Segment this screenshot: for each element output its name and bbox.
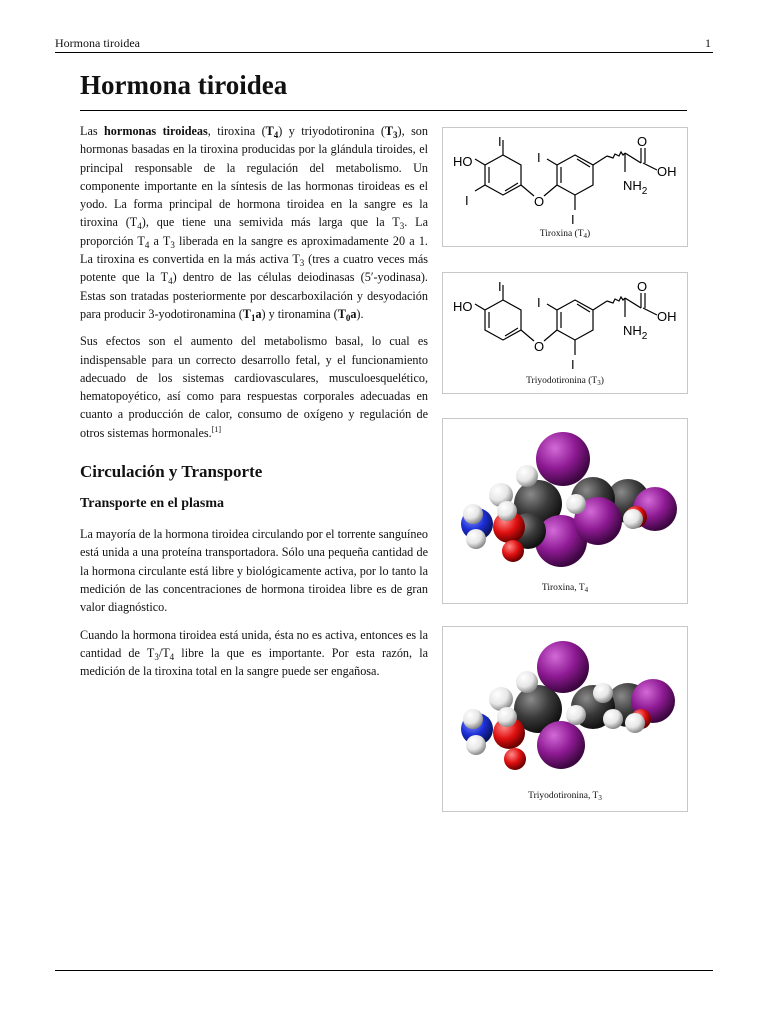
thyroxine-structural-formula — [443, 128, 687, 228]
article-body — [80, 122, 428, 689]
transport-paragraph: La mayoría de la hormona tiroidea circulando por el torrente sanguíneo está unida a una proteína transportadora. Sólo una pequeña cantidad de la hormona circulante está libre y biológicamente activa, por lo tanto la medición de las concentraciones de hormona tiroidea libre es de gran valor diagnóstico. — [80, 527, 428, 615]
hydroxyl-label: HO — [453, 299, 473, 314]
iodine-label: I — [537, 295, 541, 310]
ether-oxygen-label: O — [534, 339, 545, 354]
figure-thyroxine-model — [442, 418, 688, 604]
carboxyl-hydroxyl-label: OH — [657, 309, 677, 324]
iodine-label: I — [537, 150, 541, 165]
running-title: Hormona tiroidea — [55, 36, 140, 50]
figure-triiodothyronine-model — [442, 626, 688, 812]
figure-caption: Tiroxina $(T_4)$ — [539, 229, 591, 240]
figure-caption: Tiroxina, $T_4$ — [541, 583, 589, 594]
reference-link[interactable]: [1] — [211, 424, 222, 434]
running-header — [55, 36, 713, 53]
free-hormone-paragraph: Cuando la hormona tiroidea está unida, ésta no es activa, entonces es la cantidad de $T_3/T_4$ libre la que es importante. Por esta razón, la medición de la tiroxina total en la sangre puede ser engañosa. — [80, 627, 428, 679]
iodine-label: I — [571, 212, 575, 227]
section-heading: Circulación y Transporte — [80, 462, 263, 482]
figure-caption: Triyodotironina, $T_3$ — [528, 791, 602, 802]
iodine-label: I — [498, 134, 502, 149]
carboxyl-hydroxyl-label: OH — [657, 164, 677, 179]
amine-label: $NH_2$ — [623, 323, 648, 342]
carbonyl-oxygen-label: O — [637, 134, 648, 149]
intro-paragraph: Las hormonas tiroideas, tiroxina $(T_4)$ y triyodotironina $(T_3)$, son hormonas basadas en la tiroxina producidas por la glándula tiroides, el principal responsable de la regulación del metabolismo. Un componente importante en la síntesis de las hormonas tiroideas es el yodo. La forma principal de hormona tiroidea en la sangre es la tiroxina $(T_4)$, que tiene una semivida más larga que la $T_3$. La proporción $T_4$ a $T_3$ liberada en la sangre es aproximadamente 20 a 1. La tiroxina es convertida en la más activa $T_3$ (tres a cuatro veces más potente que la $T_4$) dentro de las células deiodinasas (5′-yodinasa). Estas son tratadas posteriormente por descarboxilación y desyodación para producir 3-yodotironamina $(T_1a)$ y tironamina $(T_0a)$. — [80, 124, 428, 323]
iodine-label: I — [571, 357, 575, 372]
amine-label: $NH_2$ — [623, 178, 648, 197]
molecule-atoms — [461, 432, 677, 567]
thyroxine-space-filling-model — [443, 419, 687, 579]
molecule-atoms — [461, 641, 675, 770]
page-title: Hormona tiroidea — [80, 70, 288, 100]
subsection-heading: Transporte en el plasma — [80, 496, 225, 512]
figure-caption: Triyodotironina $(T_3)$ — [526, 376, 604, 387]
title-rule — [80, 110, 687, 111]
carbonyl-oxygen-label: O — [637, 279, 648, 294]
iodine-label: I — [498, 279, 502, 294]
triiodothyronine-space-filling-model — [443, 627, 687, 787]
iodine-label: I — [465, 193, 469, 208]
triiodothyronine-structural-formula — [443, 273, 687, 373]
hydroxyl-label: HO — [453, 154, 473, 169]
ether-oxygen-label: O — [534, 194, 545, 209]
figure-thyroxine-structure — [442, 127, 688, 247]
effects-paragraph: Sus efectos son el aumento del metabolismo basal, lo cual es indispensable para un correcto desarrollo fetal, y el funcionamiento adecuado de los sistemas cardiovasculares, musculoesquelético, hematopoyético, así como para respuestas corporales adecuadas en cuanto a producción de calor, consumo de oxígeno y regulación de otros sistemas hormonales.[1] — [80, 334, 428, 440]
footer-rule — [55, 970, 713, 971]
page-number: 1 — [705, 36, 711, 50]
figure-triiodothyronine-structure — [442, 272, 688, 394]
